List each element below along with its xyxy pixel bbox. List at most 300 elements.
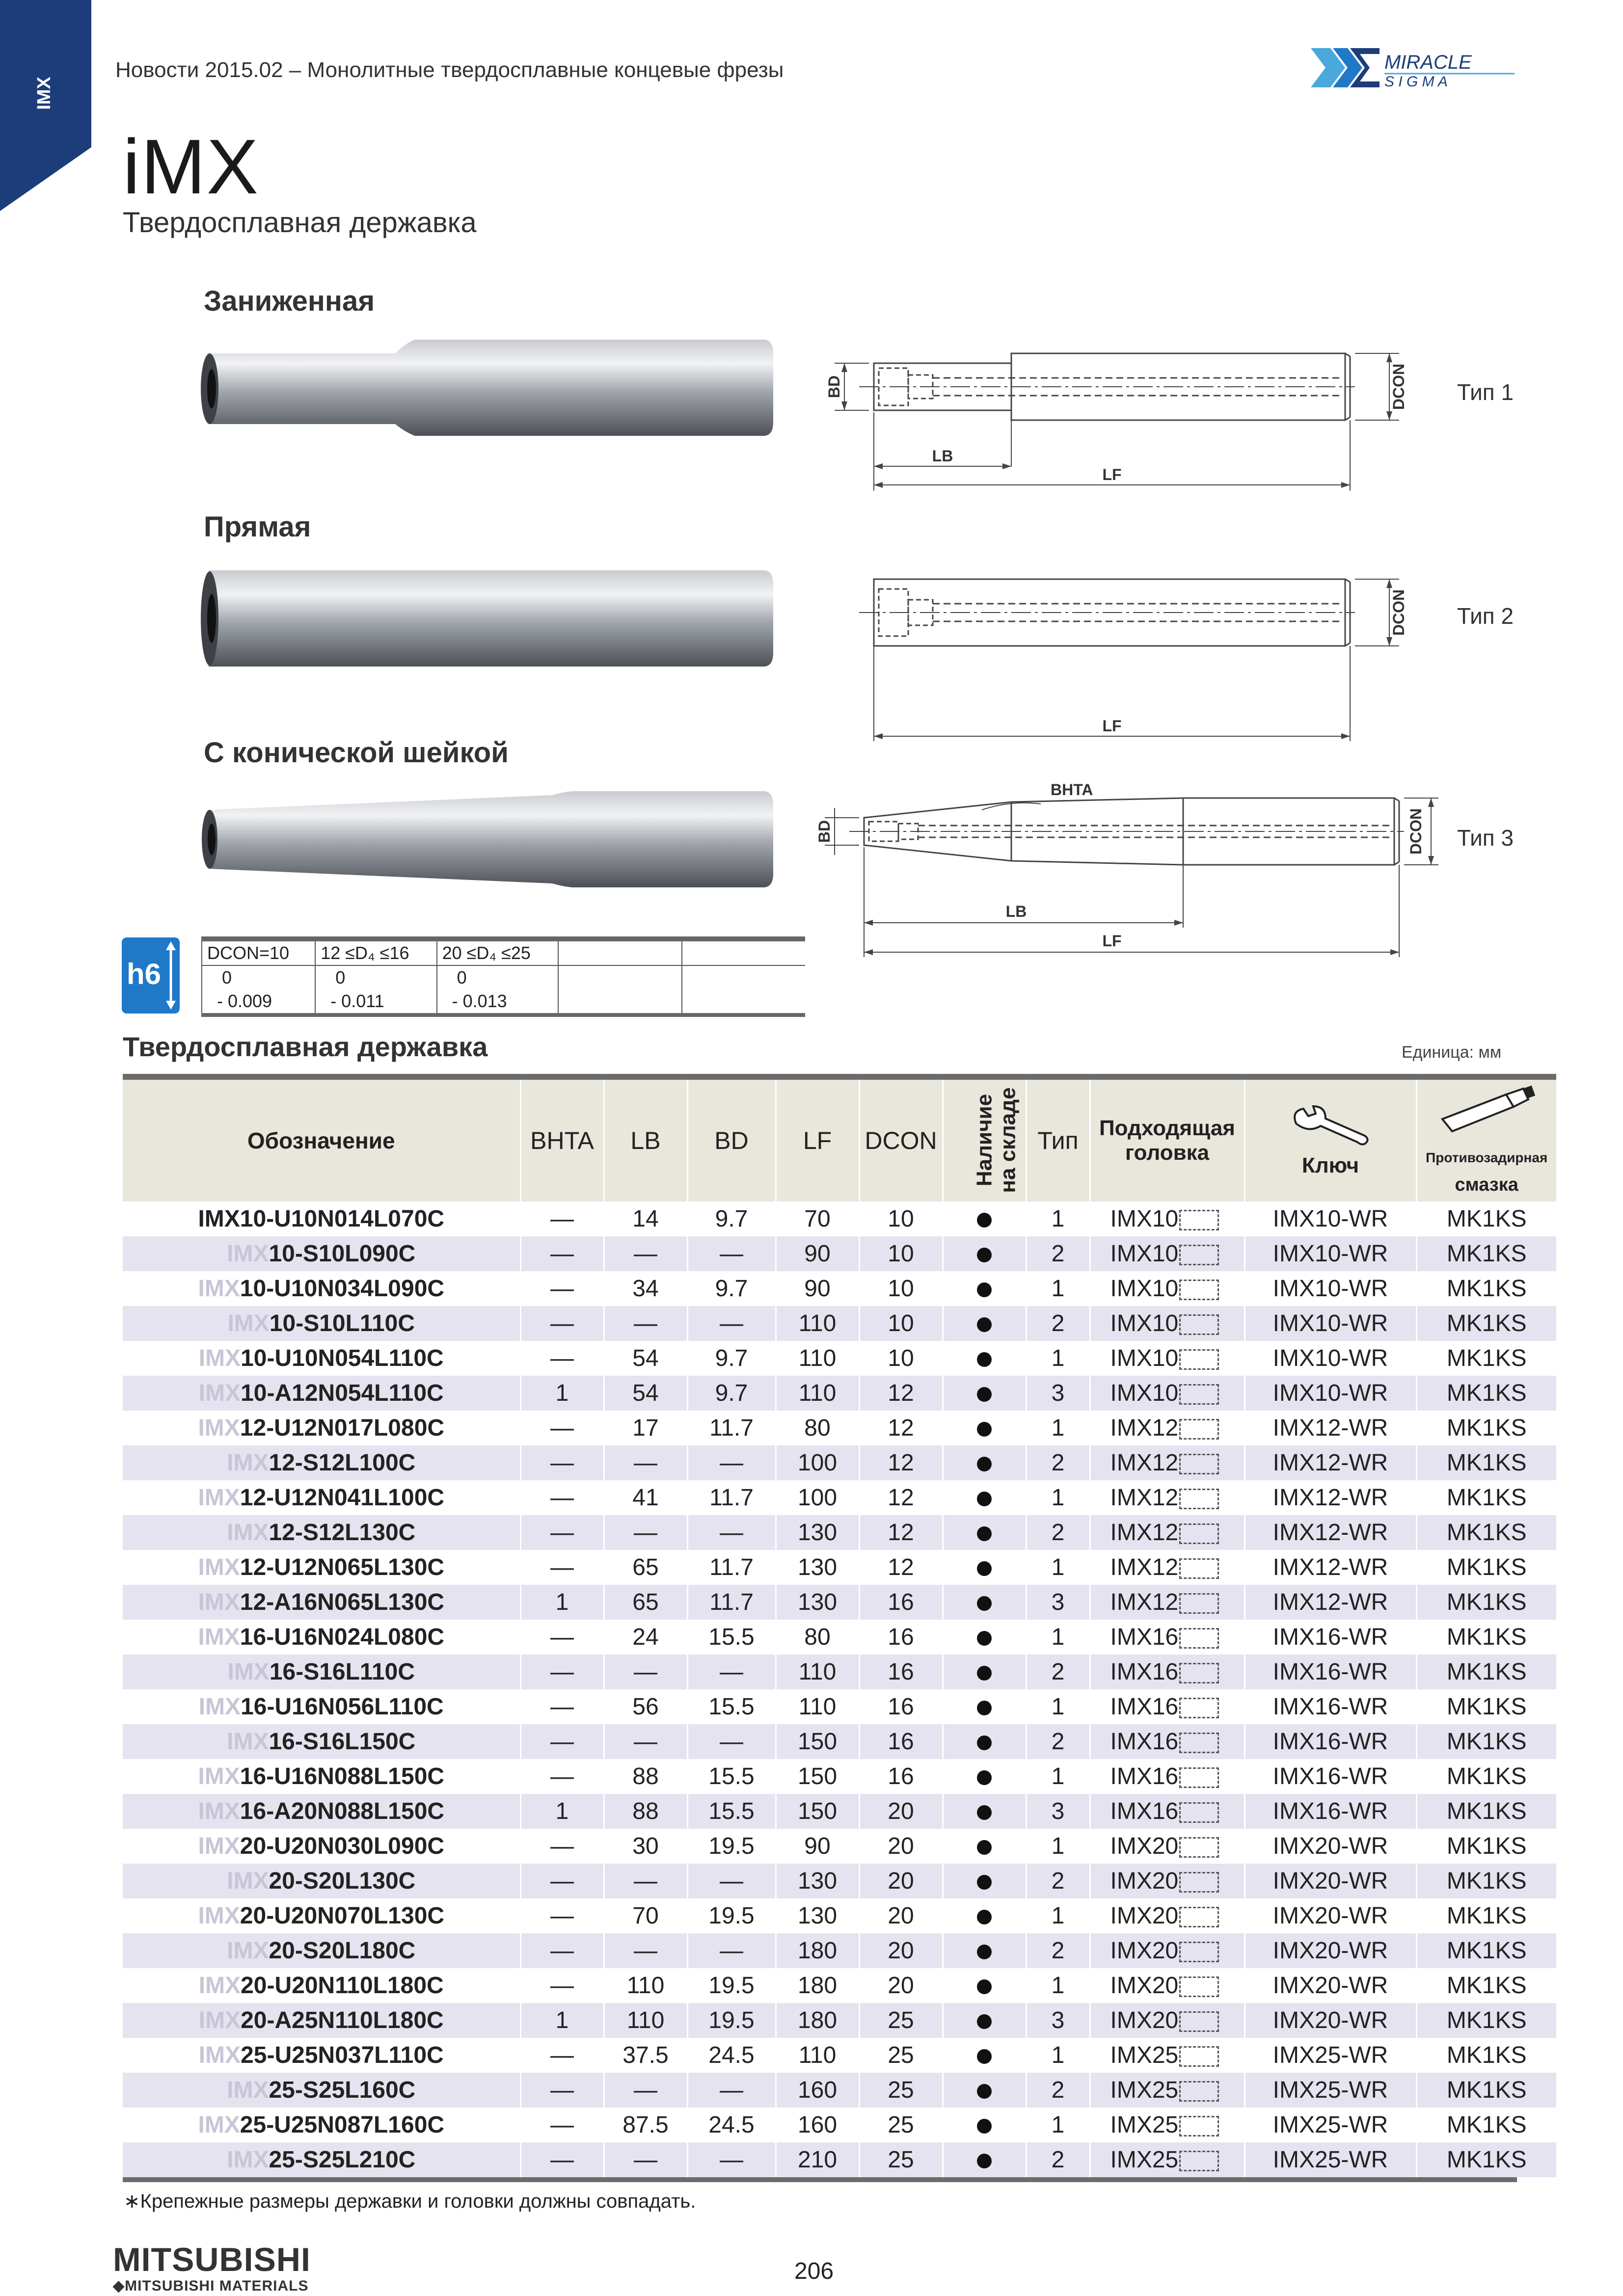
cell-stock — [943, 1445, 1026, 1480]
designation-prefix: IMX — [198, 1763, 240, 1789]
col-header-grease — [1416, 1080, 1556, 1201]
cell-lb: 87.5 — [604, 2108, 687, 2142]
cell-lb: — — [604, 1445, 687, 1480]
head-code: IMX20 — [1110, 1868, 1179, 1894]
cell-designation — [123, 1794, 520, 1829]
head-code: IMX25 — [1110, 2147, 1179, 2173]
col-header-type: Тип — [1026, 1080, 1090, 1201]
cell-grease: MK1KS — [1416, 1794, 1556, 1829]
cell-type: 1 — [1026, 1411, 1090, 1445]
head-code: IMX12 — [1110, 1554, 1179, 1580]
cell-designation — [123, 1515, 520, 1550]
designation-prefix: IMX — [227, 2077, 269, 2103]
cell-dcon: 12 — [859, 1480, 943, 1515]
table-row — [123, 1724, 1556, 1759]
unit-label: Единица: мм — [1402, 1043, 1502, 1062]
head-code: IMX10 — [1110, 1276, 1179, 1302]
cell-designation — [123, 2108, 520, 2142]
designation-prefix: IMX — [227, 2147, 269, 2173]
in-stock-dot-icon — [977, 1840, 992, 1855]
cell-bd: 9.7 — [687, 1271, 776, 1306]
designation-prefix: IMX — [198, 1415, 240, 1441]
cell-type: 2 — [1026, 1236, 1090, 1271]
cell-stock — [943, 1829, 1026, 1864]
cell-dcon: 10 — [859, 1201, 943, 1236]
cell-designation — [123, 1655, 520, 1689]
col-header-stock-line2: на складе — [996, 1087, 1020, 1193]
cell-designation — [123, 1829, 520, 1864]
in-stock-dot-icon — [977, 1979, 992, 1994]
in-stock-dot-icon — [977, 1805, 992, 1820]
designation-prefix: IMX — [198, 1694, 241, 1720]
cell-grease: MK1KS — [1416, 1620, 1556, 1655]
cell-lb: 54 — [604, 1341, 687, 1376]
table-row — [123, 1655, 1556, 1689]
designation-code: 16-A20N088L150C — [240, 1798, 445, 1824]
head-code: IMX20 — [1110, 1938, 1179, 1964]
h6-badge-label: h6 — [127, 958, 162, 990]
designation-code: 20-S20L130C — [269, 1868, 416, 1894]
cell-bd: 19.5 — [687, 1898, 776, 1933]
in-stock-dot-icon — [977, 1352, 992, 1367]
designation-code: 16-U16N056L110C — [241, 1694, 444, 1720]
cell-type: 1 — [1026, 1341, 1090, 1376]
cell-key: IMX10-WR — [1244, 1236, 1416, 1271]
cell-dcon: 12 — [859, 1550, 943, 1585]
table-row — [123, 1933, 1556, 1968]
head-code: IMX25 — [1110, 2077, 1179, 2103]
mitsubishi-materials-text: MITSUBISHI MATERIALS — [125, 2278, 309, 2294]
head-code: IMX10 — [1110, 1310, 1179, 1336]
cell-grease: MK1KS — [1416, 2073, 1556, 2108]
cell-type: 1 — [1026, 1898, 1090, 1933]
col-header-lb: LB — [604, 1080, 687, 1201]
table-row — [123, 2073, 1556, 2108]
col-header-key — [1244, 1080, 1416, 1201]
cell-bhta: 1 — [520, 1376, 604, 1411]
cell-head — [1090, 1898, 1244, 1933]
cell-dcon: 25 — [859, 2003, 943, 2038]
cell-dcon: 10 — [859, 1341, 943, 1376]
cell-stock — [943, 1689, 1026, 1724]
cell-designation — [123, 1201, 520, 1236]
cell-designation — [123, 1341, 520, 1376]
in-stock-dot-icon — [977, 2014, 992, 2029]
in-stock-dot-icon — [977, 1422, 992, 1437]
cell-lf: 110 — [776, 1689, 859, 1724]
in-stock-dot-icon — [977, 1875, 992, 1890]
tolerance-lower: - 0.011 — [315, 989, 436, 1015]
page-number: 206 — [794, 2258, 834, 2284]
cell-lb: — — [604, 1933, 687, 1968]
table-row — [123, 2142, 1556, 2177]
in-stock-dot-icon — [977, 1945, 992, 1959]
cell-grease: MK1KS — [1416, 1445, 1556, 1480]
head-code: IMX12 — [1110, 1450, 1179, 1476]
cell-lb: 88 — [604, 1759, 687, 1794]
cell-lf: 90 — [776, 1271, 859, 1306]
in-stock-dot-icon — [977, 1526, 992, 1541]
cell-dcon: 16 — [859, 1655, 943, 1689]
cell-lf: 130 — [776, 1550, 859, 1585]
cell-designation — [123, 1445, 520, 1480]
cell-designation — [123, 1724, 520, 1759]
head-placeholder-box — [1179, 1280, 1219, 1300]
cell-designation — [123, 1550, 520, 1585]
table-row — [123, 1306, 1556, 1341]
cell-bd: 24.5 — [687, 2108, 776, 2142]
cell-key: IMX10-WR — [1244, 1376, 1416, 1411]
cell-lb: — — [604, 1306, 687, 1341]
cell-head — [1090, 1411, 1244, 1445]
cell-type: 1 — [1026, 1550, 1090, 1585]
cell-designation — [123, 1411, 520, 1445]
table-row — [123, 1236, 1556, 1271]
cell-stock — [943, 1968, 1026, 2003]
cell-stock — [943, 2073, 1026, 2108]
cell-designation — [123, 1271, 520, 1306]
head-placeholder-box — [1179, 1314, 1219, 1335]
designation-prefix: IMX — [227, 1659, 270, 1685]
cell-stock — [943, 2142, 1026, 2177]
cell-bd: 9.7 — [687, 1376, 776, 1411]
cell-type: 2 — [1026, 1306, 1090, 1341]
cell-designation — [123, 2073, 520, 2108]
head-code: IMX12 — [1110, 1415, 1179, 1441]
cell-key: IMX16-WR — [1244, 1724, 1416, 1759]
designation-code: 20-A25N110L180C — [241, 2007, 444, 2033]
head-code: IMX25 — [1110, 2042, 1179, 2068]
head-code: IMX25 — [1110, 2112, 1179, 2138]
cell-key: IMX12-WR — [1244, 1550, 1416, 1585]
table-row — [123, 1829, 1556, 1864]
cell-designation — [123, 1759, 520, 1794]
cell-type: 1 — [1026, 1829, 1090, 1864]
designation-code: 10-S10L110C — [269, 1310, 415, 1336]
dim-dcon-type1: DCON — [1390, 363, 1407, 410]
head-code: IMX16 — [1110, 1798, 1179, 1824]
cell-dcon: 20 — [859, 1968, 943, 2003]
table-row — [123, 1689, 1556, 1724]
designation-prefix: IMX — [198, 2007, 241, 2033]
designation-code: 12-U12N017L080C — [240, 1415, 445, 1441]
cell-designation — [123, 1376, 520, 1411]
cell-lf: 110 — [776, 1306, 859, 1341]
cell-dcon: 16 — [859, 1759, 943, 1794]
designation-prefix: IMX — [198, 1903, 240, 1929]
table-row — [123, 1968, 1556, 2003]
cell-type: 3 — [1026, 2003, 1090, 2038]
in-stock-dot-icon — [977, 1282, 992, 1297]
in-stock-dot-icon — [977, 1770, 992, 1785]
head-code: IMX10 — [1110, 1241, 1179, 1267]
cell-bd: — — [687, 1864, 776, 1898]
dim-bd-type3: BD — [815, 820, 833, 843]
cell-key: IMX25-WR — [1244, 2142, 1416, 2177]
col-header-bhta: BHTA — [520, 1080, 604, 1201]
designation-prefix: IMX — [227, 1450, 269, 1476]
cell-lf: 110 — [776, 2038, 859, 2073]
tolerance-header: 20 ≤D₄ ≤25 — [437, 939, 558, 965]
head-placeholder-box — [1179, 1976, 1219, 1997]
cell-bhta: — — [520, 1271, 604, 1306]
cell-lf: 100 — [776, 1480, 859, 1515]
cell-grease: MK1KS — [1416, 1341, 1556, 1376]
dim-bhta-type3: BHTA — [1051, 781, 1093, 799]
cell-lb: 14 — [604, 1201, 687, 1236]
cell-designation — [123, 2038, 520, 2073]
cell-bhta: — — [520, 2038, 604, 2073]
cell-grease: MK1KS — [1416, 1759, 1556, 1794]
in-stock-dot-icon — [977, 1666, 992, 1681]
cell-bhta: — — [520, 1724, 604, 1759]
cell-key: IMX10-WR — [1244, 1306, 1416, 1341]
designation-code: 20-U20N070L130C — [240, 1903, 445, 1929]
cell-lf: 160 — [776, 2073, 859, 2108]
cell-stock — [943, 2038, 1026, 2073]
table-row — [123, 1864, 1556, 1898]
dim-lf-type2: LF — [1102, 717, 1122, 735]
cell-bd: 15.5 — [687, 1794, 776, 1829]
table-row — [123, 1201, 1556, 1236]
col-header-designation: Обозначение — [123, 1080, 520, 1201]
cell-bd: 19.5 — [687, 1968, 776, 2003]
in-stock-dot-icon — [977, 1701, 992, 1715]
designation-code: 12-U12N065L130C — [240, 1554, 445, 1580]
cell-lf: 130 — [776, 1898, 859, 1933]
cell-lf: 90 — [776, 1236, 859, 1271]
cell-bd: 19.5 — [687, 2003, 776, 2038]
col-header-dcon: DCON — [859, 1080, 943, 1201]
tolerance-header — [558, 939, 682, 965]
cell-lf: 70 — [776, 1201, 859, 1236]
cell-lf: 160 — [776, 2108, 859, 2142]
cell-key: IMX12-WR — [1244, 1515, 1416, 1550]
table-row — [123, 2108, 1556, 2142]
cell-key: IMX16-WR — [1244, 1655, 1416, 1689]
dim-bd-type1: BD — [825, 375, 843, 399]
cell-grease: MK1KS — [1416, 2038, 1556, 2073]
head-code: IMX12 — [1110, 1520, 1179, 1546]
cell-grease: MK1KS — [1416, 1829, 1556, 1864]
designation-prefix: IMX — [198, 1276, 240, 1302]
head-placeholder-box — [1179, 1349, 1219, 1370]
cell-dcon: 16 — [859, 1724, 943, 1759]
col-header-bd: BD — [687, 1080, 776, 1201]
tip-label-type1: Тип 1 — [1457, 379, 1514, 405]
cell-dcon: 20 — [859, 1898, 943, 1933]
cell-bhta: — — [520, 1201, 604, 1236]
holder-photo-type1 — [199, 334, 778, 447]
cell-head — [1090, 1201, 1244, 1236]
cell-type: 1 — [1026, 1620, 1090, 1655]
head-placeholder-box — [1179, 2151, 1219, 2171]
cell-head — [1090, 1306, 1244, 1341]
tolerance-upper: 0 — [315, 965, 436, 989]
cell-designation — [123, 2142, 520, 2177]
cell-key: IMX12-WR — [1244, 1411, 1416, 1445]
cell-stock — [943, 1620, 1026, 1655]
cell-grease: MK1KS — [1416, 1689, 1556, 1724]
cell-bhta: — — [520, 1620, 604, 1655]
cell-type: 1 — [1026, 1480, 1090, 1515]
cell-bhta: — — [520, 1759, 604, 1794]
col-header-head-line1: Подходящая — [1099, 1116, 1235, 1140]
in-stock-dot-icon — [977, 1910, 992, 1924]
col-header-grease-line2: смазка — [1455, 1175, 1518, 1195]
cell-head — [1090, 1585, 1244, 1620]
cell-lb: — — [604, 1655, 687, 1689]
cell-head — [1090, 1933, 1244, 1968]
cell-key: IMX12-WR — [1244, 1585, 1416, 1620]
tip-label-type3: Тип 3 — [1457, 825, 1514, 851]
cell-bhta: 1 — [520, 1585, 604, 1620]
designation-code: 10-U10N014L070C — [240, 1206, 445, 1232]
cell-type: 2 — [1026, 2073, 1090, 2108]
cell-key: IMX12-WR — [1244, 1445, 1416, 1480]
head-code: IMX20 — [1110, 1833, 1179, 1859]
table-row — [123, 1271, 1556, 1306]
cell-lf: 180 — [776, 1933, 859, 1968]
cell-lb: 41 — [604, 1480, 687, 1515]
page-subtitle: Твердосплавная державка — [123, 207, 477, 239]
sigma-chevron-icon — [1311, 48, 1380, 87]
drawing-type1 — [810, 344, 1438, 496]
cell-lb: — — [604, 1864, 687, 1898]
cell-lb: 24 — [604, 1620, 687, 1655]
cell-bd: 11.7 — [687, 1550, 776, 1585]
cell-key: IMX10-WR — [1244, 1271, 1416, 1306]
designation-code: 12-S12L130C — [269, 1520, 416, 1546]
cell-dcon: 16 — [859, 1689, 943, 1724]
cell-bd: 9.7 — [687, 1341, 776, 1376]
cell-bhta: 1 — [520, 2003, 604, 2038]
dim-dcon-type3: DCON — [1407, 808, 1425, 855]
cell-type: 2 — [1026, 2142, 1090, 2177]
cell-stock — [943, 1933, 1026, 1968]
head-code: IMX12 — [1110, 1485, 1179, 1511]
cell-designation — [123, 1864, 520, 1898]
col-header-grease-line1: Противозадирная — [1426, 1150, 1548, 1165]
cell-dcon: 20 — [859, 1864, 943, 1898]
cell-stock — [943, 1236, 1026, 1271]
cell-bd: 15.5 — [687, 1620, 776, 1655]
cell-grease: MK1KS — [1416, 2142, 1556, 2177]
cell-grease: MK1KS — [1416, 1864, 1556, 1898]
cell-lb: 110 — [604, 1968, 687, 2003]
table-row — [123, 1341, 1556, 1376]
head-code: IMX10 — [1110, 1380, 1179, 1406]
head-placeholder-box — [1179, 1837, 1219, 1858]
head-code: IMX16 — [1110, 1624, 1179, 1650]
drawing-type2 — [810, 569, 1438, 746]
cell-designation — [123, 1933, 520, 1968]
in-stock-dot-icon — [977, 1596, 992, 1611]
in-stock-dot-icon — [977, 2119, 992, 2134]
dim-lb-type1: LB — [932, 447, 953, 465]
cell-bhta: — — [520, 1445, 604, 1480]
dim-lf-type1: LF — [1102, 466, 1122, 483]
cell-type: 2 — [1026, 1515, 1090, 1550]
designation-code: 16-S16L150C — [269, 1729, 416, 1755]
cell-bd: — — [687, 1724, 776, 1759]
cell-type: 3 — [1026, 1585, 1090, 1620]
cell-bd: 19.5 — [687, 1829, 776, 1864]
cell-lb: 56 — [604, 1689, 687, 1724]
cell-dcon: 12 — [859, 1376, 943, 1411]
in-stock-dot-icon — [977, 1248, 992, 1262]
cell-head — [1090, 1689, 1244, 1724]
designation-code: 16-U16N024L080C — [240, 1624, 445, 1650]
dim-lb-type3: LB — [1005, 903, 1027, 920]
cell-head — [1090, 1480, 1244, 1515]
head-placeholder-box — [1179, 1942, 1219, 1962]
head-code: IMX16 — [1110, 1659, 1179, 1685]
col-header-head-line2: головка — [1125, 1141, 1210, 1165]
cell-head — [1090, 1341, 1244, 1376]
cell-grease: MK1KS — [1416, 1306, 1556, 1341]
designation-code: 10-S10L090C — [269, 1241, 416, 1267]
cell-lf: 90 — [776, 1829, 859, 1864]
cell-lb: 65 — [604, 1550, 687, 1585]
col-header-key-label: Ключ — [1301, 1153, 1359, 1177]
table-title: Твердосплавная державка — [123, 1031, 488, 1062]
table-row — [123, 1515, 1556, 1550]
cell-bd: — — [687, 1445, 776, 1480]
cell-grease: MK1KS — [1416, 1898, 1556, 1933]
in-stock-dot-icon — [977, 1631, 992, 1646]
section-heading-type3: С конической шейкой — [204, 737, 509, 769]
cell-stock — [943, 1271, 1026, 1306]
cell-key: IMX20-WR — [1244, 1898, 1416, 1933]
cell-grease: MK1KS — [1416, 2108, 1556, 2142]
in-stock-dot-icon — [977, 2084, 992, 2099]
cell-lf: 130 — [776, 1515, 859, 1550]
cell-stock — [943, 1585, 1026, 1620]
designation-prefix: IMX — [198, 1554, 240, 1580]
cell-lf: 150 — [776, 1759, 859, 1794]
table-row — [123, 2038, 1556, 2073]
holder-photo-type3 — [199, 785, 778, 893]
cell-head — [1090, 1759, 1244, 1794]
mitsubishi-logo: MITSUBISHI — [113, 2241, 311, 2278]
cell-bhta: — — [520, 1306, 604, 1341]
cell-key: IMX16-WR — [1244, 1794, 1416, 1829]
cell-stock — [943, 1759, 1026, 1794]
cell-bhta: — — [520, 1550, 604, 1585]
cell-bhta: — — [520, 2142, 604, 2177]
table-row — [123, 1480, 1556, 1515]
cell-lf: 150 — [776, 1794, 859, 1829]
tolerance-header: 12 ≤D₄ ≤16 — [315, 939, 436, 965]
cell-grease: MK1KS — [1416, 1480, 1556, 1515]
cell-dcon: 25 — [859, 2038, 943, 2073]
cell-key: IMX10-WR — [1244, 1201, 1416, 1236]
cell-dcon: 20 — [859, 1794, 943, 1829]
cell-type: 2 — [1026, 1445, 1090, 1480]
logo-line2: S I G M A — [1384, 74, 1448, 90]
cell-key: IMX12-WR — [1244, 1480, 1416, 1515]
cell-designation — [123, 1620, 520, 1655]
designation-prefix: IMX — [198, 1973, 241, 1999]
cell-key: IMX16-WR — [1244, 1759, 1416, 1794]
head-placeholder-box — [1179, 1802, 1219, 1823]
designation-prefix: IMX — [198, 1206, 240, 1232]
cell-key: IMX20-WR — [1244, 2003, 1416, 2038]
tolerance-header — [682, 939, 805, 965]
head-placeholder-box — [1179, 1593, 1219, 1614]
tip-label-type2: Тип 2 — [1457, 603, 1514, 629]
